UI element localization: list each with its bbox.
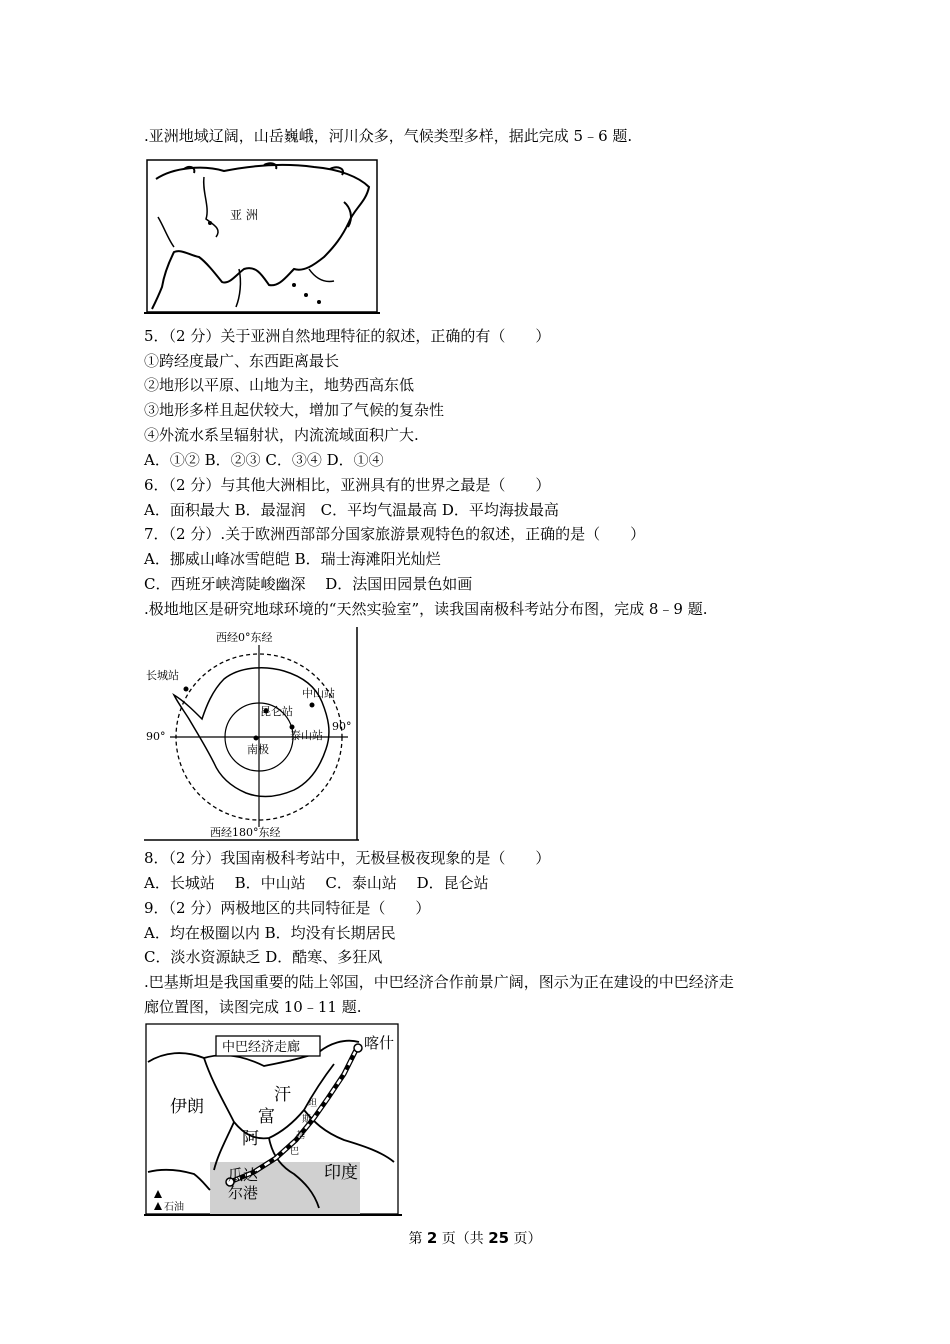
cpec-label-pakistan-2: 基 bbox=[296, 1131, 306, 1141]
intro-pakistan-2: 廊位置图，读图完成 10﹣11 题. bbox=[144, 998, 362, 1016]
asia-map bbox=[144, 157, 380, 315]
q9-options-1: A．均在极圈以内 B．均没有长期居民 bbox=[144, 924, 396, 942]
asia-map-label: 亚 洲 bbox=[230, 208, 258, 222]
q5-statement-1: ①跨经度最广、东西距离最长 bbox=[144, 352, 340, 370]
q9-options-2: C．淡水资源缺乏 D．酷寒、多狂风 bbox=[144, 948, 383, 966]
q7-stem: 7．（2 分）.关于欧洲西部部分国家旅游景观特色的叙述，正确的是（ ） bbox=[144, 525, 646, 543]
footer-suffix: 页） bbox=[509, 1231, 542, 1247]
intro-polar: .极地地区是研究地球环境的“天然实验室”，读我国南极科考站分布图，完成 8﹣9 题. bbox=[144, 600, 708, 618]
cpec-label-afghan-3: 汗 bbox=[274, 1085, 291, 1105]
intro-pakistan-1: .巴基斯坦是我国重要的陆上邻国，中巴经济合作前景广阔，图示为正在建设的中巴经济走 bbox=[144, 973, 734, 991]
cpec-label-kashgar bbox=[364, 1034, 394, 1052]
cpec-label-india: 印度 bbox=[324, 1163, 358, 1183]
map-label-left90: 90° bbox=[146, 730, 166, 743]
cpec-label-pakistan-4: 坦 bbox=[308, 1099, 318, 1109]
q9-stem: 9．（2 分）两极地区的共同特征是（ ） bbox=[144, 899, 431, 917]
cpec-label-afghan-2: 富 bbox=[258, 1107, 275, 1127]
intro-asia: .亚洲地域辽阔，山岳巍峨，河川众多，气候类型多样，据此完成 5﹣6 题. bbox=[144, 127, 633, 145]
footer-total-pages: 25 bbox=[488, 1229, 510, 1247]
cpec-label-pakistan-3: 斯 bbox=[302, 1115, 312, 1125]
footer-middle: 页（共 bbox=[437, 1231, 489, 1247]
q7-options-2: C．西班牙峡湾陡峻幽深 D．法国田园景色如画 bbox=[144, 575, 473, 593]
q7-options-1: A．挪威山峰冰雪皑皑 B．瑞士海滩阳光灿烂 bbox=[144, 550, 441, 568]
map-label-bottom: 西经180°东经 bbox=[210, 826, 281, 839]
footer-page-number: 2 bbox=[426, 1229, 438, 1247]
page-footer bbox=[0, 1228, 950, 1248]
q8-stem: 8．（2 分）我国南极科考站中，无极昼极夜现象的是（ ） bbox=[144, 849, 551, 867]
cpec-label-kashgar-text: 喀什 bbox=[364, 1034, 395, 1052]
map-label-kunlun: 昆仑站 bbox=[260, 705, 293, 718]
cpec-legend-oil: 石油 bbox=[164, 1202, 184, 1213]
q5-options: A．①② B．②③ C．③④ D．①④ bbox=[144, 451, 384, 469]
q6-stem: 6．（2 分）与其他大洲相比，亚洲具有的世界之最是（ ） bbox=[144, 476, 551, 494]
map-label-zhongshan: 中山站 bbox=[302, 687, 335, 700]
map-label-right90: 90° bbox=[332, 720, 352, 733]
map-label-top: 西经0°东经 bbox=[216, 631, 273, 644]
cpec-label-iran: 伊朗 bbox=[170, 1097, 204, 1117]
cpec-label-gwadar-1: 瓜达 bbox=[228, 1166, 259, 1184]
cpec-map bbox=[144, 1022, 402, 1218]
cpec-label-afghan-1: 阿 bbox=[242, 1129, 259, 1149]
antarctica-map bbox=[144, 627, 360, 842]
q8-options: A．长城站 B．中山站 C．泰山站 D．昆仑站 bbox=[144, 874, 489, 892]
q5-statement-2: ②地形以平原、山地为主，地势西高东低 bbox=[144, 376, 415, 394]
q5-stem: 5．（2 分）关于亚洲自然地理特征的叙述，正确的有（ ） bbox=[144, 327, 551, 345]
cpec-title: 中巴经济走廊 bbox=[222, 1040, 301, 1055]
cpec-label-gwadar-2: 尔港 bbox=[228, 1184, 259, 1202]
footer-prefix: 第 bbox=[408, 1231, 427, 1247]
q6-options: A．面积最大 B．最湿润 C．平均气温最高 D．平均海拔最高 bbox=[144, 501, 559, 519]
map-label-south-pole: 南极 bbox=[247, 743, 269, 756]
q5-statement-4: ④外流水系呈辐射状，内流流域面积广大. bbox=[144, 426, 419, 444]
cpec-label-pakistan-1: 巴 bbox=[290, 1147, 300, 1157]
map-label-great-wall: 长城站 bbox=[146, 669, 179, 682]
map-label-taishan: 泰山站 bbox=[290, 729, 323, 742]
q5-statement-3: ③地形多样且起伏较大，增加了气候的复杂性 bbox=[144, 401, 445, 419]
